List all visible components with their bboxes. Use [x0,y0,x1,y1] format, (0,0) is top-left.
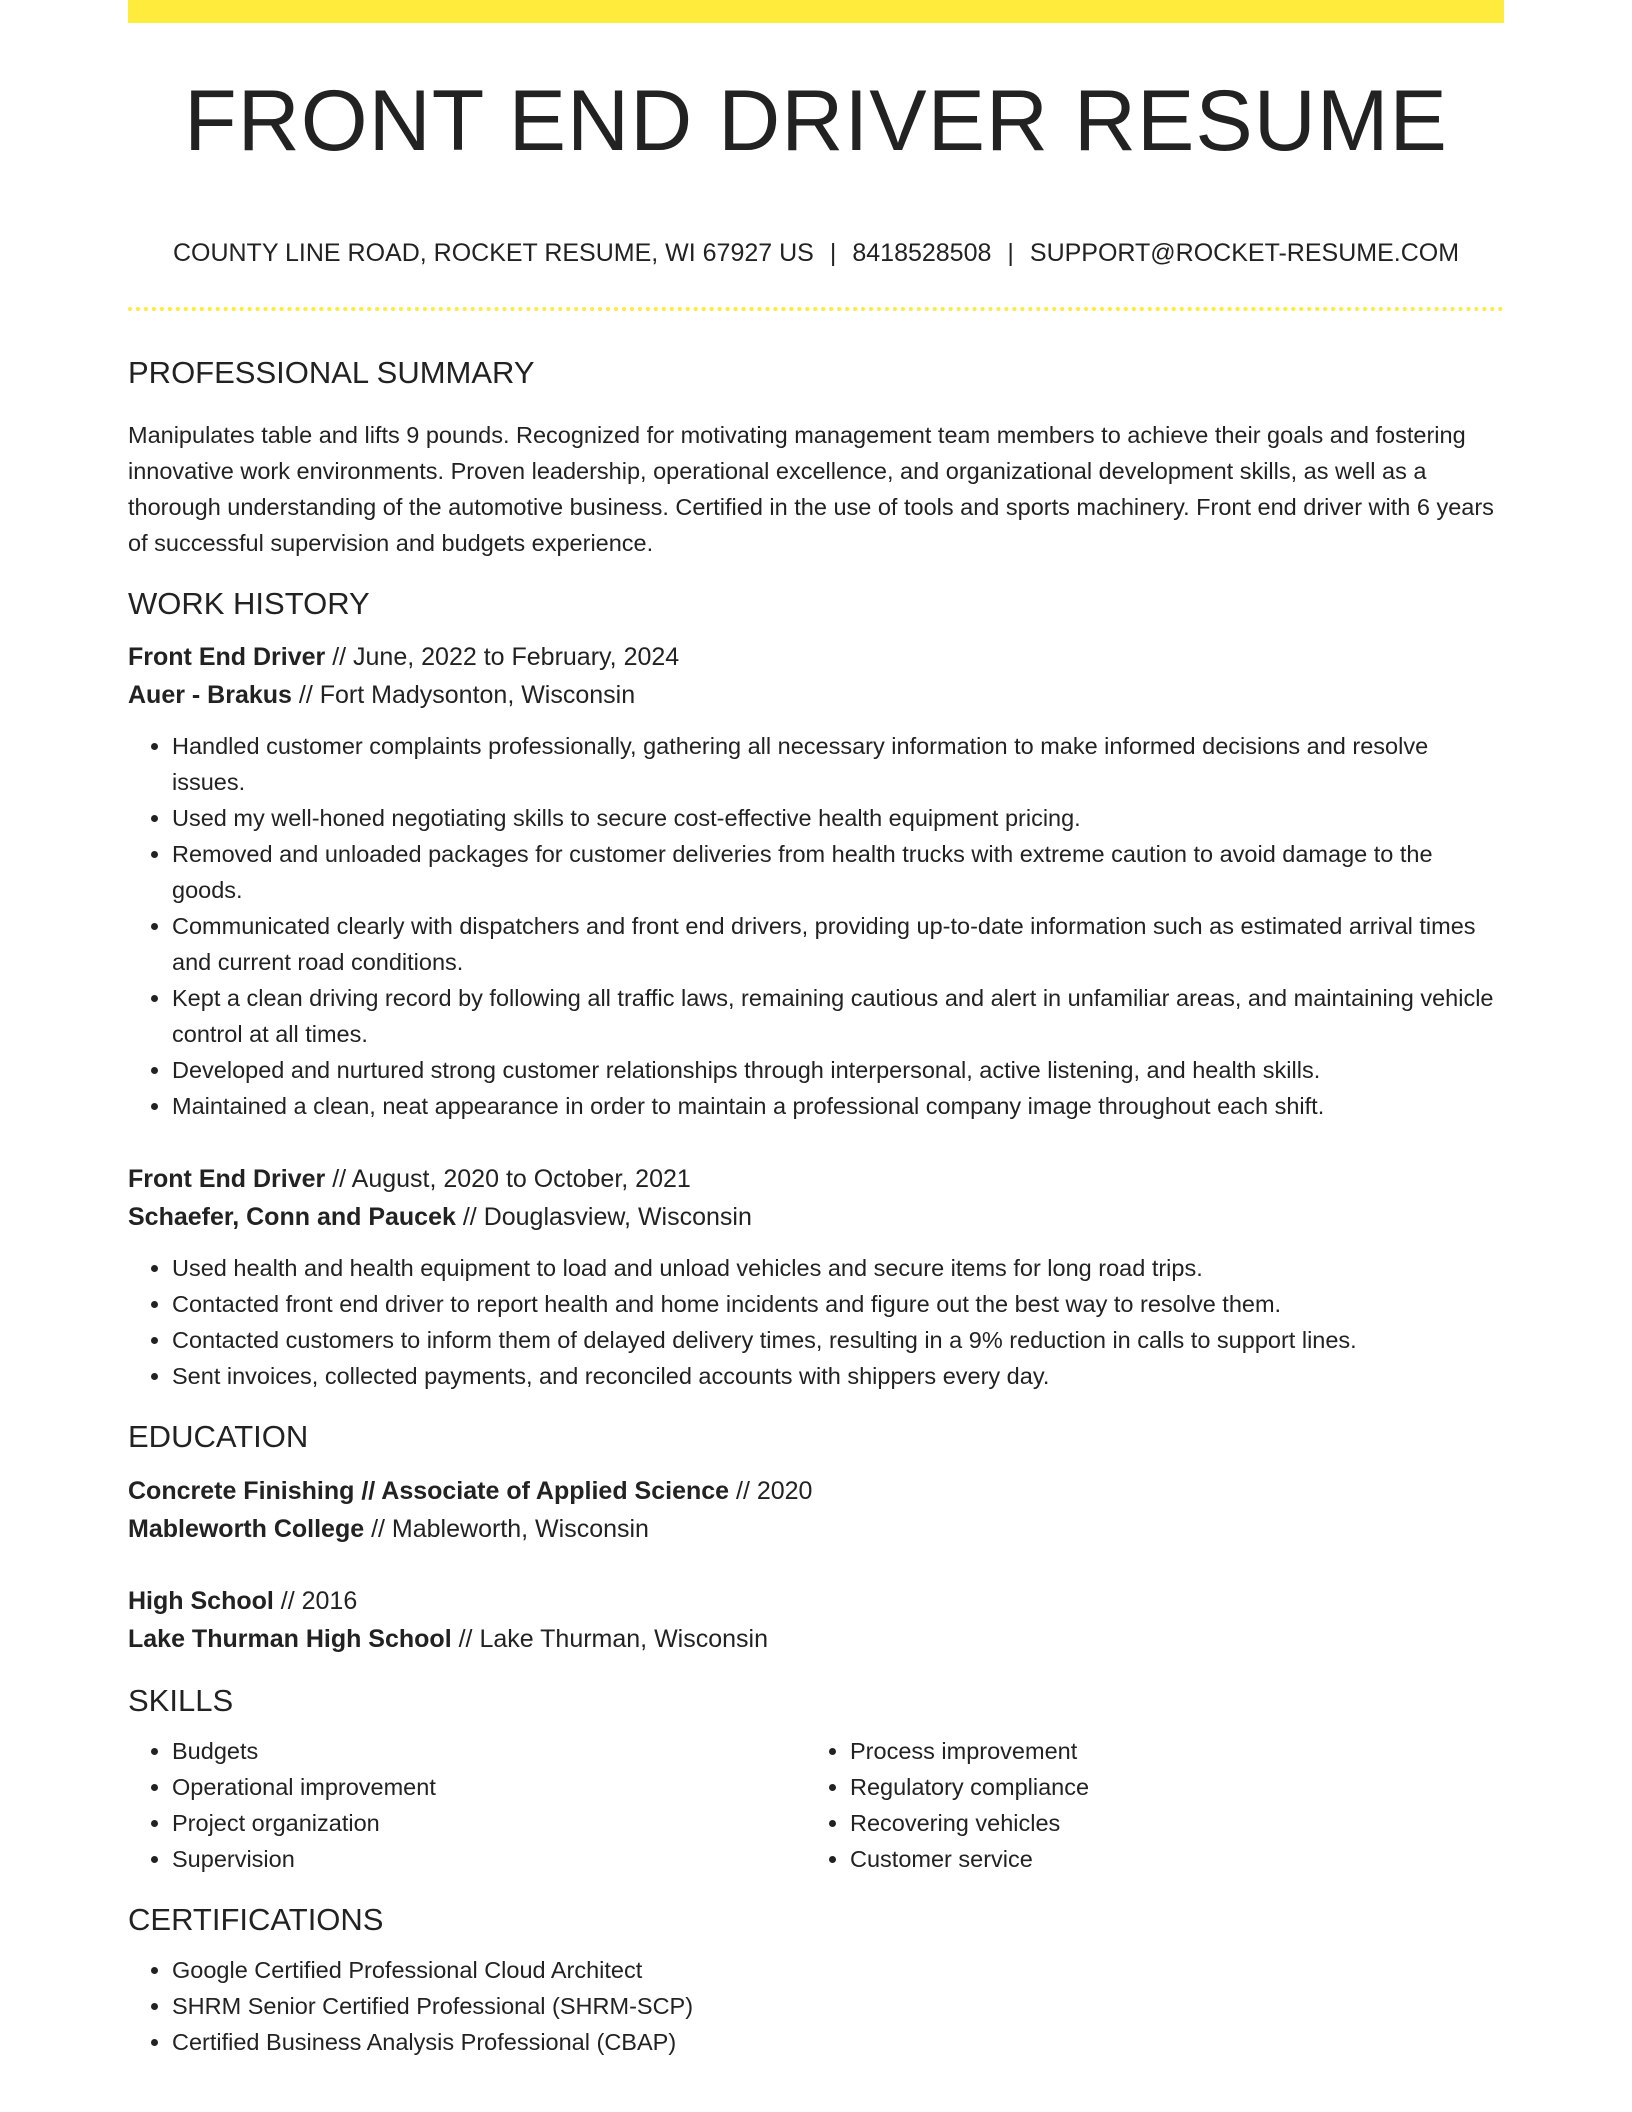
job-location: // Fort Madysonton, Wisconsin [291,681,636,710]
job-title: Front End Driver [128,1165,326,1194]
education-degree: High School [128,1586,274,1615]
job-entry [128,1160,1504,1394]
certifications-list [128,1952,1504,2060]
job-company: Auer - Brakus [128,681,292,710]
dotted-divider [128,307,1504,311]
resume-title: FRONT END DRIVER RESUME [184,73,1448,169]
job-title-line [128,638,1504,676]
job-bullets [128,1250,1504,1394]
list-item: • Project organization [172,1805,806,1841]
skills-grid [128,1719,1504,1877]
job-entry [128,638,1504,1124]
list-item: • Budgets [172,1733,806,1769]
list-item: • Contacted front end driver to report health and home incidents and figure out the best way to resolve them. [172,1286,1504,1322]
education-entry [128,1582,1504,1658]
list-item: • Maintained a clean, neat appearance in order to maintain a professional company image throughout each shift. [172,1088,1504,1124]
education-year: // 2016 [273,1586,358,1615]
contact-line [128,238,1504,268]
skills-list-right [806,1733,1484,1877]
list-item: • Customer service [850,1841,1484,1877]
education-degree: Concrete Finishing // Associate of Applied Science [128,1476,730,1505]
education-location: // Mableworth, Wisconsin [364,1514,649,1543]
job-location: // Douglasview, Wisconsin [455,1203,752,1232]
list-item: • Used health and health equipment to load and unload vehicles and secure items for long road trips. [172,1250,1504,1286]
education-heading: EDUCATION [128,1419,309,1455]
list-item: • Used my well-honed negotiating skills to secure cost-effective health equipment pricing. [172,800,1504,836]
list-item: • Certified Business Analysis Professional (CBAP) [172,2024,1504,2060]
list-item: • Developed and nurtured strong customer relationships through interpersonal, active listening, and health skills. [172,1052,1504,1088]
education-school: Mableworth College [128,1514,365,1543]
list-item: • Supervision [172,1841,806,1877]
list-item: • Google Certified Professional Cloud Architect [172,1952,1504,1988]
list-item: • Process improvement [850,1733,1484,1769]
skills-heading: SKILLS [128,1682,234,1718]
contact-address: COUNTY LINE ROAD, ROCKET RESUME, WI 67927 US [172,239,814,267]
contact-phone: 8418528508 [852,239,992,267]
education-location: // Lake Thurman, Wisconsin [451,1624,768,1653]
summary-heading: PROFESSIONAL SUMMARY [128,355,535,390]
job-title: Front End Driver [128,643,326,672]
education-degree-line [128,1472,1504,1510]
education-year: // 2020 [729,1476,813,1505]
job-bullets [128,728,1504,1124]
work-history-heading: WORK HISTORY [128,586,370,622]
job-company: Schaefer, Conn and Paucek [128,1203,456,1232]
education-entry [128,1472,1504,1548]
list-item: • Regulatory compliance [850,1769,1484,1805]
list-item: • Contacted customers to inform them of delayed delivery times, resulting in a 9% reduction in calls to support lines. [172,1322,1504,1358]
list-item: • Recovering vehicles [850,1805,1484,1841]
education-degree-line [128,1582,1504,1620]
education-school-line [128,1620,1504,1658]
list-item: • Removed and unloaded packages for customer deliveries from health trucks with extreme caution to avoid damage to the goods. [172,836,1504,908]
summary-text: Manipulates table and lifts 9 pounds. Recognized for motivating management team members to achieve their goals and fostering innovative work environments. Proven leadership, operational excellence, and organizational development skills, as well as a thorough understanding of the automotive business. Certified in the use of tools and sports machinery. Front end driver with 6 years of successful supervision and budgets experience. [128,422,1494,557]
skills-list-left [128,1733,806,1877]
accent-bar [128,0,1504,23]
education-school: Lake Thurman High School [128,1624,452,1653]
list-item: • Communicated clearly with dispatchers and front end drivers, providing up-to-date information such as estimated arrival times and current road conditions. [172,908,1504,980]
list-item: • SHRM Senior Certified Professional (SHRM-SCP) [172,1988,1504,2024]
contact-separator: | [1007,239,1014,267]
certifications-heading: CERTIFICATIONS [128,1901,384,1937]
education-school-line [128,1510,1504,1548]
job-title-line [128,1160,1504,1198]
contact-email: SUPPORT@ROCKET-RESUME.COM [1029,239,1460,267]
job-company-line [128,676,1504,714]
list-item: • Operational improvement [172,1769,806,1805]
list-item: • Sent invoices, collected payments, and reconciled accounts with shippers every day. [172,1358,1504,1394]
resume-body [128,354,1504,2060]
contact-separator: | [829,239,837,267]
list-item: • Kept a clean driving record by following all traffic laws, remaining cautious and alert in unfamiliar areas, and maintaining vehicle control at all times. [172,980,1504,1052]
job-dates: // August, 2020 to October, 2021 [325,1165,691,1194]
list-item: • Handled customer complaints professionally, gathering all necessary information to make informed decisions and resolve issues. [172,728,1504,800]
job-dates: // June, 2022 to February, 2024 [325,643,680,672]
job-company-line [128,1198,1504,1236]
